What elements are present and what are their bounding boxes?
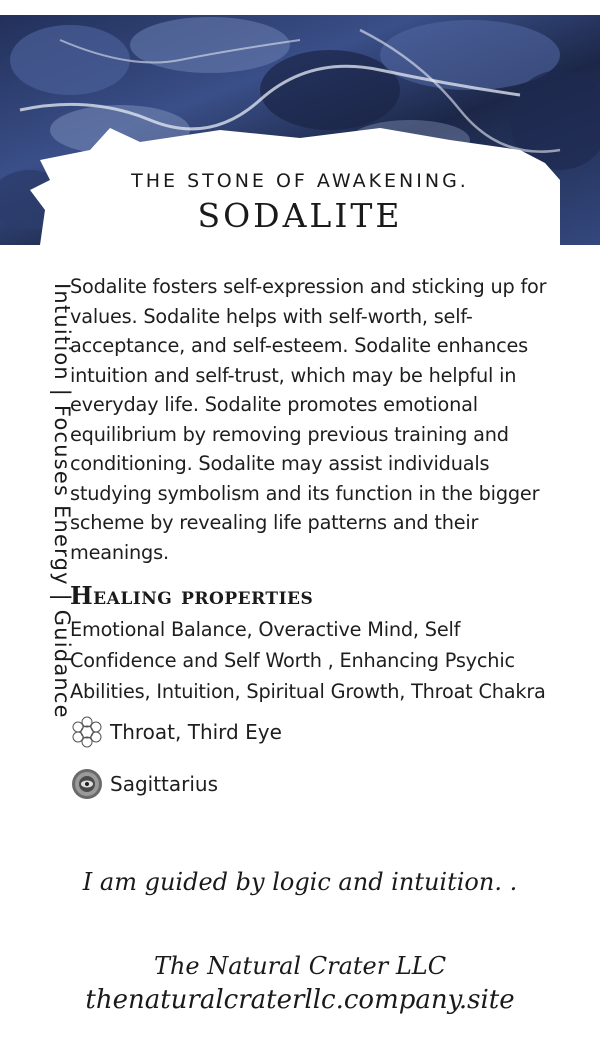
company-name: The Natural Crater LLC <box>153 952 447 980</box>
content <box>70 272 550 801</box>
zodiac-row <box>70 767 550 801</box>
chakra-text: Throat, Third Eye <box>110 720 282 744</box>
chakra-row <box>70 715 550 749</box>
affirmation: I am guided by logic and intuition. . <box>82 868 518 896</box>
chakra-lotus-icon <box>70 715 104 749</box>
website-link[interactable]: thenaturalcraterllc.company.site <box>85 985 515 1015</box>
stone-name-title: SODALITE <box>197 196 403 235</box>
zodiac-text: Sagittarius <box>110 772 219 796</box>
tagline: THE STONE OF AWAKENING. <box>131 170 469 192</box>
side-keywords: Intuition | Focuses Energy | Guidance <box>50 283 74 719</box>
healing-title: Healing properties <box>70 581 314 610</box>
description: Sodalite fosters self-expression and sticking up for values. Sodalite helps with self-worth, self-acceptance, and self-esteem. Sodalite enhances intuition and self-trust, which may be helpful in everyday life. Sodalite promotes emotional equilibrium by removing previous training and conditioning. Sodalite may assist individuals studying symbolism and its function in the bigger scheme by revealing life patterns and their meanings. <box>70 275 547 564</box>
zodiac-sagittarius-icon <box>70 767 104 801</box>
healing-list: Emotional Balance, Overactive Mind, Self Confidence and Self Worth , Enhancing Psychic Abilities, Intuition, Spiritual Growth, Throat Chakra <box>70 618 546 703</box>
